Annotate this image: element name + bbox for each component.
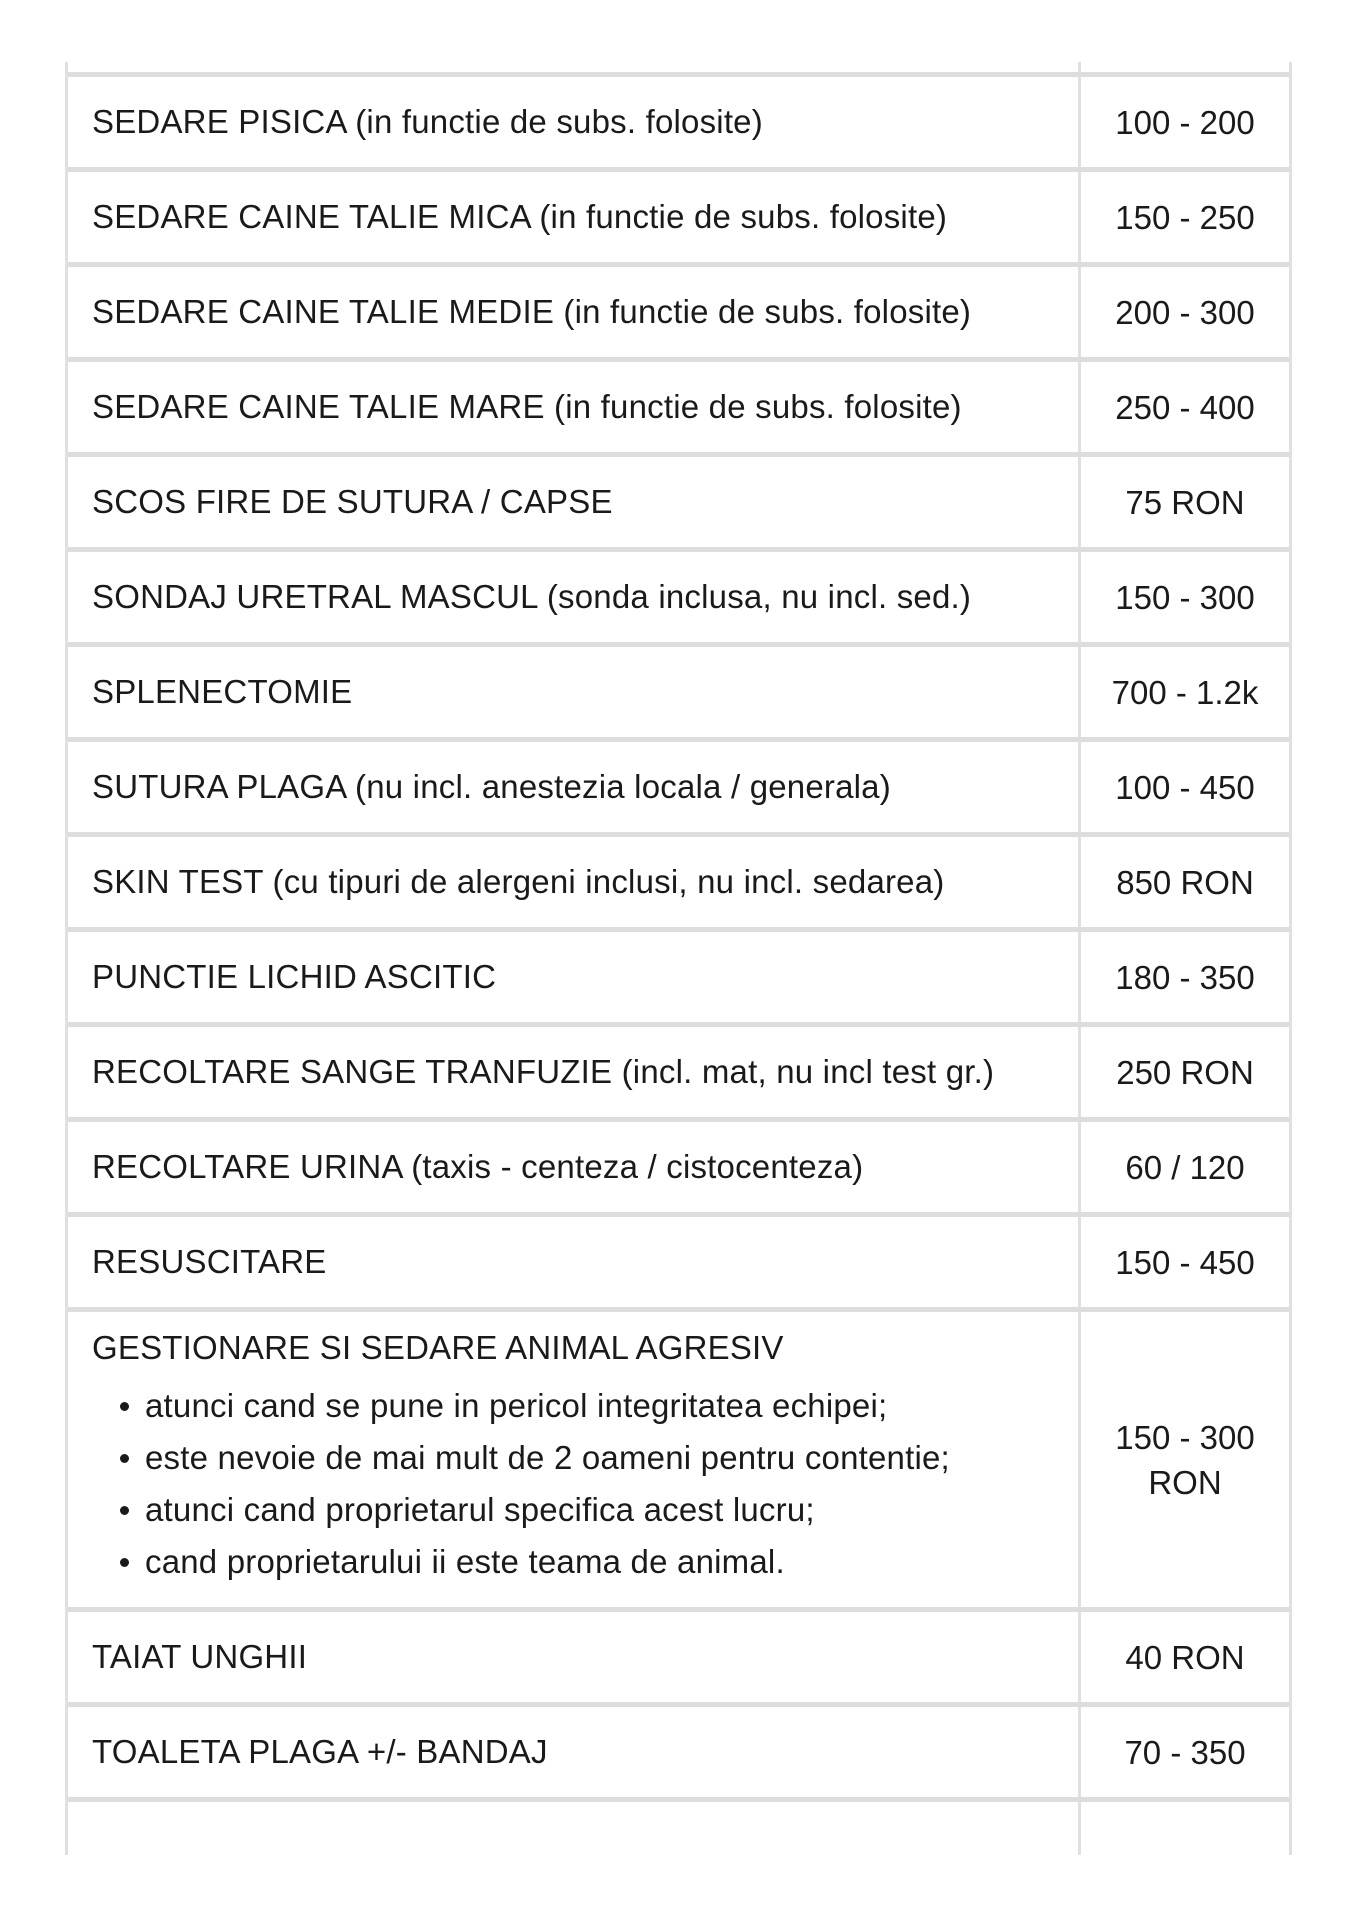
service-name: SKIN TEST (cu tipuri de alergeni inclusi, nu incl. sedarea) — [92, 863, 945, 900]
table-row — [68, 1312, 1289, 1612]
service-cell — [68, 362, 1078, 452]
service-name: PUNCTIE LICHID ASCITIC — [92, 958, 497, 995]
price-cell — [1078, 742, 1289, 832]
service-name: RESUSCITARE — [92, 1243, 327, 1280]
service-name: SCOS FIRE DE SUTURA / CAPSE — [92, 483, 613, 520]
service-name: SEDARE CAINE TALIE MEDIE (in functie de subs. folosite) — [92, 293, 972, 330]
table-row — [68, 552, 1289, 647]
price-value: 850 RON — [1116, 863, 1254, 901]
price-cell — [1078, 552, 1289, 642]
price-cell — [1078, 1217, 1289, 1307]
price-value: 60 / 120 — [1125, 1148, 1245, 1186]
price-value: 150 - 250 — [1115, 198, 1255, 236]
price-cell — [1078, 1802, 1289, 1855]
service-name: SEDARE PISICA (in functie de subs. folosite) — [92, 103, 763, 140]
price-value: 150 - 300 — [1115, 578, 1255, 616]
table-row — [68, 1707, 1289, 1802]
price-cell — [1078, 1122, 1289, 1212]
service-name: GESTIONARE SI SEDARE ANIMAL AGRESIV — [92, 1328, 784, 1366]
service-cell — [68, 457, 1078, 547]
service-condition-item: este nevoie de mai mult de 2 oameni pentru contentie; — [92, 1437, 1054, 1479]
price-value: 200 - 300 — [1115, 293, 1255, 331]
price-value: 150 - 450 — [1115, 1243, 1255, 1281]
price-value-line: 150 - 300 — [1115, 1418, 1255, 1456]
price-value: 75 RON — [1125, 483, 1245, 521]
table-row — [68, 362, 1289, 457]
service-name: TOALETA PLAGA +/- BANDAJ — [92, 1733, 548, 1770]
service-condition-item: cand proprietarului ii este teama de animal. — [92, 1541, 1054, 1583]
partial-row-top — [68, 62, 1289, 77]
table-row — [68, 77, 1289, 172]
price-cell — [1078, 1707, 1289, 1797]
table-row — [68, 172, 1289, 267]
table-row — [68, 1027, 1289, 1122]
service-conditions-list — [92, 1385, 1054, 1593]
service-cell — [68, 172, 1078, 262]
service-cell — [68, 1027, 1078, 1117]
service-name: SPLENECTOMIE — [92, 673, 353, 710]
table-row — [68, 1217, 1289, 1312]
price-value: 250 - 400 — [1115, 388, 1255, 426]
service-name: SONDAJ URETRAL MASCUL (sonda inclusa, nu incl. sed.) — [92, 578, 972, 615]
price-value-line: RON — [1148, 1463, 1222, 1501]
service-cell — [68, 932, 1078, 1022]
service-cell — [68, 1802, 1078, 1855]
service-name: RECOLTARE URINA (taxis - centeza / cistocenteza) — [92, 1148, 864, 1185]
service-cell — [68, 742, 1078, 832]
service-cell — [68, 1312, 1078, 1607]
price-cell — [1078, 77, 1289, 167]
service-condition-item: atunci cand se pune in pericol integritatea echipei; — [92, 1385, 1054, 1427]
service-name: RECOLTARE SANGE TRANFUZIE (incl. mat, nu incl test gr.) — [92, 1053, 995, 1090]
price-value: 180 - 350 — [1115, 958, 1255, 996]
price-cell — [1078, 837, 1289, 927]
service-cell — [68, 1122, 1078, 1212]
partial-row-bottom — [68, 1802, 1289, 1855]
table-row — [68, 267, 1289, 362]
service-cell — [68, 1217, 1078, 1307]
service-cell — [68, 62, 1078, 72]
service-cell — [68, 837, 1078, 927]
service-name: SEDARE CAINE TALIE MICA (in functie de subs. folosite) — [92, 198, 948, 235]
table-row — [68, 1122, 1289, 1217]
price-value: 100 - 200 — [1115, 103, 1255, 141]
price-cell — [1078, 1612, 1289, 1702]
service-cell — [68, 552, 1078, 642]
price-cell — [1078, 1027, 1289, 1117]
service-cell — [68, 647, 1078, 737]
table-row — [68, 647, 1289, 742]
price-value: 70 - 350 — [1124, 1733, 1246, 1771]
table-row — [68, 837, 1289, 932]
price-value: 250 RON — [1116, 1053, 1254, 1091]
price-value: 700 - 1.2k — [1111, 673, 1259, 711]
service-cell — [68, 1612, 1078, 1702]
price-cell — [1078, 647, 1289, 737]
service-cell — [68, 1707, 1078, 1797]
price-value: 40 RON — [1125, 1638, 1245, 1676]
price-table — [65, 62, 1292, 1855]
price-cell — [1078, 457, 1289, 547]
table-row — [68, 742, 1289, 837]
table-row — [68, 457, 1289, 552]
service-name: SUTURA PLAGA (nu incl. anestezia locala / generala) — [92, 768, 891, 805]
price-table-body — [68, 77, 1289, 1802]
service-name: TAIAT UNGHII — [92, 1638, 308, 1675]
service-condition-item: atunci cand proprietarul specifica acest lucru; — [92, 1489, 1054, 1531]
price-cell — [1078, 267, 1289, 357]
price-cell — [1078, 362, 1289, 452]
service-cell — [68, 77, 1078, 167]
price-cell — [1078, 62, 1289, 72]
table-row — [68, 932, 1289, 1027]
price-cell — [1078, 932, 1289, 1022]
price-cell — [1078, 1312, 1289, 1607]
price-value: 100 - 450 — [1115, 768, 1255, 806]
service-cell — [68, 267, 1078, 357]
price-cell — [1078, 172, 1289, 262]
service-name: SEDARE CAINE TALIE MARE (in functie de subs. folosite) — [92, 388, 962, 425]
table-row — [68, 1612, 1289, 1707]
